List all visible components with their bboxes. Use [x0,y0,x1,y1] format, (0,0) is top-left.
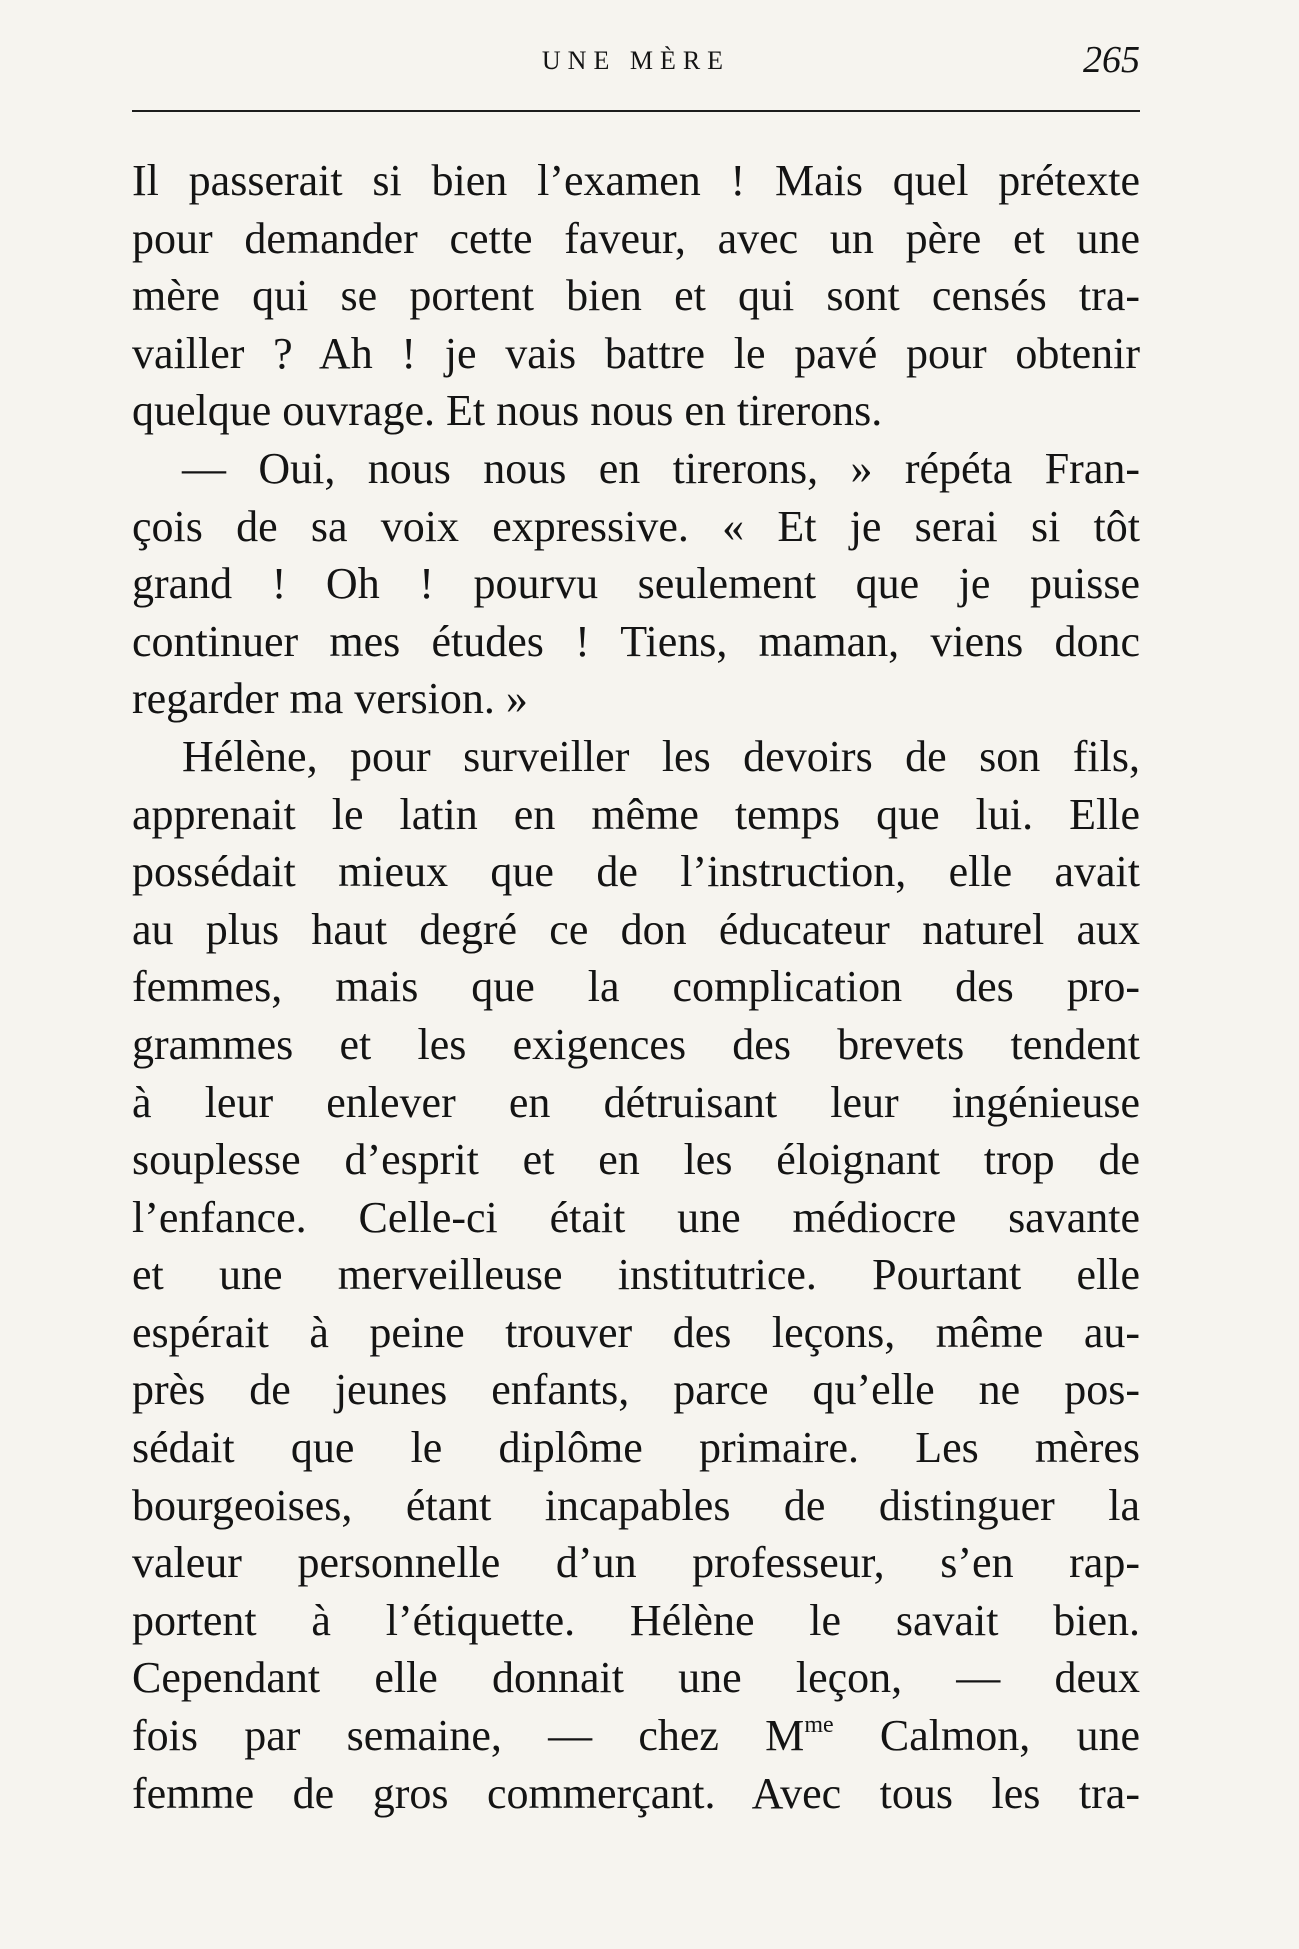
text-line: çois de sa voix expressive. « Et je serai si tôt [132,501,1140,551]
text-line: — Oui, nous nous en tirerons, » répéta Fran- [182,443,1140,493]
text-line: Il passerait si bien l’examen ! Mais quel prétexte [132,156,1140,205]
text-line: Hélène, pour surveiller les devoirs de son fils, [182,731,1140,781]
text-segment: Calmon, une [833,1711,1140,1761]
body-text [132,152,1140,1822]
page-header [132,38,1140,88]
text-line: espérait à peine trouver des leçons, même au- [132,1307,1140,1357]
text-line: portent à l’étiquette. Hélène le savait bien. [132,1595,1140,1645]
text-line: mère qui se portent bien et qui sont censés tra- [132,271,1140,321]
header-rule [132,110,1140,112]
text-line: quelque ouvrage. Et nous nous en tirerons. [132,386,883,436]
text-line: souplesse d’esprit et en les éloignant trop de [132,1135,1140,1185]
text-line: valeur personnelle d’un professeur, s’en rap- [132,1538,1140,1588]
text-line: pour demander cette faveur, avec un père et une [132,213,1140,263]
text-line: vailler ? Ah ! je vais battre le pavé pour obtenir [132,328,1140,378]
text-line: femmes, mais que la complication des pro- [132,962,1140,1012]
text-line: possédait mieux que de l’instruction, elle avait [132,847,1140,897]
text-line: Cependant elle donnait une leçon, — deux [132,1653,1140,1703]
text-line: sédait que le diplôme primaire. Les mères [132,1423,1140,1473]
text-line: au plus haut degré ce don éducateur naturel aux [132,904,1140,954]
text-line: l’enfance. Celle-ci était une médiocre savante [132,1192,1140,1242]
superscript-abbreviation: me [804,1712,834,1739]
text-line: près de jeunes enfants, parce qu’elle ne pos- [132,1365,1140,1415]
text-line: grand ! Oh ! pourvu seulement que je puisse [132,559,1140,609]
text-line: femme de gros commerçant. Avec tous les tra- [132,1768,1140,1818]
text-line: regarder ma version. » [132,674,528,724]
text-line: bourgeoises, étant incapables de distinguer la [132,1480,1140,1530]
text-line: et une merveilleuse institutrice. Pourtant elle [132,1250,1140,1300]
text-line: grammes et les exigences des brevets tendent [132,1019,1140,1069]
text-line-with-abbreviation [132,1707,1140,1765]
text-segment: fois par semaine, — chez M [132,1711,805,1761]
text-line: continuer mes études ! Tiens, maman, viens donc [132,616,1140,666]
running-title: UNE MÈRE [541,46,731,75]
page-number: 265 [1083,39,1140,81]
text-line: à leur enlever en détruisant leur ingénieuse [132,1077,1140,1127]
text-line: apprenait le latin en même temps que lui. Elle [132,789,1140,839]
